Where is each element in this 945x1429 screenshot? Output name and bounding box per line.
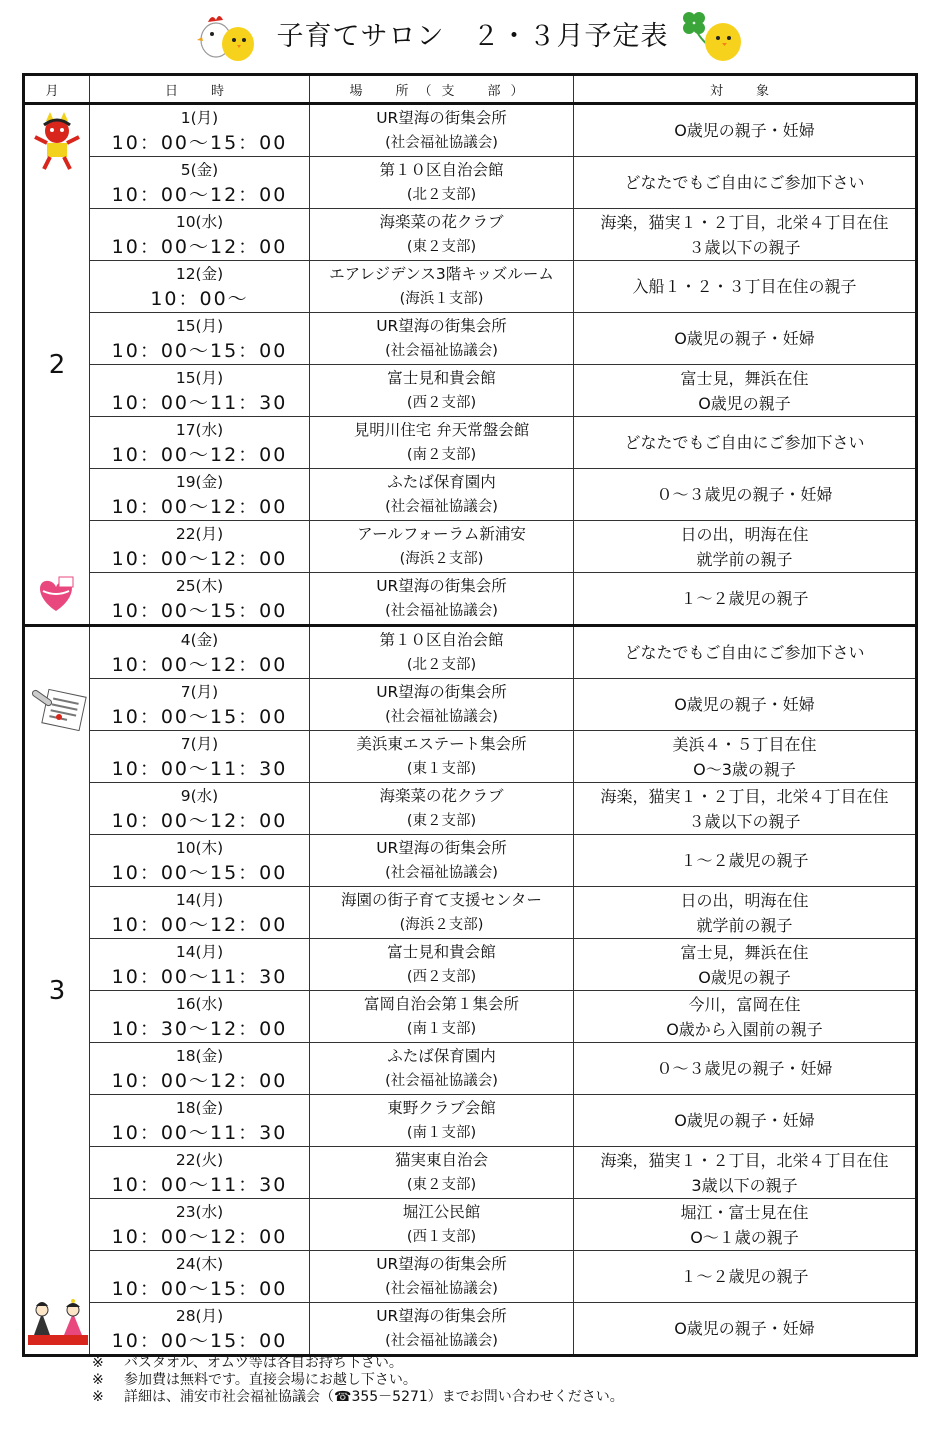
datetime-cell xyxy=(90,261,310,313)
target-cell xyxy=(574,1199,917,1251)
event-date: 12(金) xyxy=(175,264,224,283)
event-branch: (北２支部) xyxy=(406,186,477,203)
event-date: 18(金) xyxy=(175,1098,224,1117)
column-datetime: 日 時 xyxy=(90,75,310,104)
event-target: O歳児の親子・妊婦 xyxy=(674,1319,815,1338)
event-time: 10：00～11：30 xyxy=(111,757,288,780)
place-cell xyxy=(310,313,574,365)
event-date: 18(金) xyxy=(175,1046,224,1065)
event-target: １～２歳児の親子 xyxy=(680,1267,809,1286)
event-time: 10：00～12：00 xyxy=(111,809,288,832)
target-cell xyxy=(574,731,917,783)
event-target: 就学前の親子 xyxy=(696,915,793,935)
event-date: 22(月) xyxy=(175,524,224,543)
place-cell xyxy=(310,261,574,313)
event-target: ０～３歳児の親子・妊婦 xyxy=(656,1059,833,1078)
event-date: 23(水) xyxy=(175,1202,224,1221)
event-date: 17(水) xyxy=(175,420,224,439)
event-target: ３歳以下の親子 xyxy=(688,811,801,831)
event-time: 10：00～12：00 xyxy=(111,1069,288,1092)
footnotes xyxy=(92,1355,624,1406)
event-place: エアレジデンス3階キッズルーム xyxy=(329,264,554,283)
event-target: 日の出，明海在住 xyxy=(680,524,809,544)
datetime-cell xyxy=(90,469,310,521)
event-branch: (南２支部) xyxy=(406,446,477,463)
datetime-cell xyxy=(90,365,310,417)
note-mark: ※ xyxy=(92,1355,104,1371)
place-cell xyxy=(310,209,574,261)
page-title: 子育てサロン ２・３月予定表 xyxy=(276,21,669,52)
schedule-body xyxy=(24,104,917,1356)
event-branch: (北２支部) xyxy=(406,656,477,673)
event-place: 東野クラブ会館 xyxy=(387,1098,496,1117)
place-cell xyxy=(310,887,574,939)
event-date: 16(水) xyxy=(175,994,224,1013)
target-cell xyxy=(574,104,917,157)
event-target: ３歳以下の親子 xyxy=(688,237,801,257)
table-row xyxy=(24,469,917,521)
event-time: 10：00～ xyxy=(150,287,249,310)
month-label: 3 xyxy=(48,975,66,1006)
event-time: 10：00～12：00 xyxy=(111,653,288,676)
table-row xyxy=(24,1147,917,1199)
event-place: UR望海の街集会所 xyxy=(376,838,507,857)
event-branch: (社会福祉協議会) xyxy=(385,602,498,619)
datetime-cell xyxy=(90,417,310,469)
event-date: 7(月) xyxy=(180,682,219,701)
event-branch: (西１支部) xyxy=(406,1228,477,1245)
datetime-cell xyxy=(90,835,310,887)
event-time: 10：00～12：00 xyxy=(111,443,288,466)
event-time: 10：00～11：30 xyxy=(111,1173,288,1196)
event-place: UR望海の街集会所 xyxy=(376,1254,507,1273)
table-row xyxy=(24,1199,917,1251)
event-date: 4(金) xyxy=(180,630,219,649)
target-cell xyxy=(574,157,917,209)
place-cell xyxy=(310,104,574,157)
table-row xyxy=(24,104,917,157)
event-branch: (西２支部) xyxy=(406,968,477,985)
event-time: 10：00～12：00 xyxy=(111,495,288,518)
event-date: 15(月) xyxy=(175,368,224,387)
place-cell xyxy=(310,679,574,731)
datetime-cell xyxy=(90,1147,310,1199)
event-place: 海楽菜の花クラブ xyxy=(379,212,504,231)
event-date: 15(月) xyxy=(175,316,224,335)
month-label: 2 xyxy=(48,349,66,380)
event-branch: (社会福祉協議会) xyxy=(385,1072,498,1089)
event-branch: (社会福祉協議会) xyxy=(385,342,498,359)
column-place: 場 所（支 部） xyxy=(310,75,574,104)
event-place: 美浜東エステート集会所 xyxy=(356,734,527,753)
target-cell xyxy=(574,1303,917,1356)
target-cell xyxy=(574,521,917,573)
event-target: 就学前の親子 xyxy=(696,549,793,569)
event-date: 25(木) xyxy=(175,576,224,595)
place-cell xyxy=(310,365,574,417)
event-target: O歳児の親子 xyxy=(698,393,791,413)
diploma-scroll-icon xyxy=(29,687,87,731)
place-cell xyxy=(310,1199,574,1251)
page-header xyxy=(0,0,945,70)
event-target: １～２歳児の親子 xyxy=(680,851,809,870)
place-cell xyxy=(310,626,574,679)
table-row xyxy=(24,157,917,209)
table-row xyxy=(24,991,917,1043)
event-branch: (社会福祉協議会) xyxy=(385,708,498,725)
event-target: 海楽，猫実１・２丁目，北栄４丁目在住 xyxy=(600,786,889,806)
event-target: O歳児の親子・妊婦 xyxy=(674,695,815,714)
chick-with-clover-icon xyxy=(675,8,745,64)
event-date: 10(木) xyxy=(175,838,224,857)
event-place: 海園の街子育て支援センター xyxy=(341,890,542,909)
note-line xyxy=(92,1389,624,1406)
month-cell xyxy=(24,104,90,626)
event-time: 10：00～11：30 xyxy=(111,391,288,414)
target-cell xyxy=(574,626,917,679)
table-row xyxy=(24,521,917,573)
target-cell xyxy=(574,365,917,417)
event-target: 今川，富岡在住 xyxy=(688,994,801,1014)
place-cell xyxy=(310,573,574,626)
event-place: ふたば保育園内 xyxy=(387,472,496,491)
event-date: 28(月) xyxy=(175,1306,224,1325)
place-cell xyxy=(310,1251,574,1303)
note-text: 詳細は、浦安市社会福祉協議会（☎355－5271）までお問い合わせください。 xyxy=(124,1389,624,1405)
datetime-cell xyxy=(90,209,310,261)
event-target: O歳から入園前の親子 xyxy=(666,1019,823,1039)
event-date: 7(月) xyxy=(180,734,219,753)
decoration xyxy=(30,111,84,178)
oni-demon-icon xyxy=(30,111,84,171)
table-row xyxy=(24,573,917,626)
schedule-table xyxy=(22,73,918,1357)
table-row xyxy=(24,835,917,887)
target-cell xyxy=(574,1251,917,1303)
table-row xyxy=(24,1043,917,1095)
event-branch: (社会福祉協議会) xyxy=(385,498,498,515)
table-row xyxy=(24,679,917,731)
event-target: O～3歳の親子 xyxy=(693,759,796,779)
event-target: 入船１・２・３丁目在住の親子 xyxy=(632,277,857,296)
event-time: 10：00～12：00 xyxy=(111,235,288,258)
event-place: 富士見和貴会館 xyxy=(387,942,496,961)
place-cell xyxy=(310,835,574,887)
event-time: 10：00～15：00 xyxy=(111,339,288,362)
table-row xyxy=(24,1251,917,1303)
event-date: 24(木) xyxy=(175,1254,224,1273)
place-cell xyxy=(310,991,574,1043)
table-row xyxy=(24,783,917,835)
event-target: 富士見，舞浜在住 xyxy=(680,368,809,388)
event-branch: (南１支部) xyxy=(406,1124,477,1141)
event-branch: (西２支部) xyxy=(406,394,477,411)
event-date: 5(金) xyxy=(180,160,219,179)
datetime-cell xyxy=(90,157,310,209)
table-row xyxy=(24,417,917,469)
event-time: 10：00～12：00 xyxy=(111,183,288,206)
event-time: 10：00～15：00 xyxy=(111,705,288,728)
place-cell xyxy=(310,469,574,521)
event-target: ０～３歳児の親子・妊婦 xyxy=(656,485,833,504)
place-cell xyxy=(310,783,574,835)
event-branch: (東２支部) xyxy=(406,238,477,255)
event-time: 10：00～15：00 xyxy=(111,131,288,154)
event-target: O～１歳の親子 xyxy=(690,1227,799,1247)
event-branch: (社会福祉協議会) xyxy=(385,1280,498,1297)
table-row xyxy=(24,261,917,313)
target-cell xyxy=(574,261,917,313)
event-place: UR望海の街集会所 xyxy=(376,316,507,335)
event-target: O歳児の親子 xyxy=(698,967,791,987)
table-row xyxy=(24,313,917,365)
target-cell xyxy=(574,887,917,939)
table-row xyxy=(24,365,917,417)
decoration xyxy=(28,1295,88,1352)
event-place: 見明川住宅 弁天常盤会館 xyxy=(353,420,530,439)
event-place: 第１０区自治会館 xyxy=(379,630,504,649)
datetime-cell xyxy=(90,887,310,939)
datetime-cell xyxy=(90,783,310,835)
event-date: 1(月) xyxy=(180,108,219,127)
event-target: 3歳以下の親子 xyxy=(691,1175,798,1195)
event-branch: (東１支部) xyxy=(406,760,477,777)
datetime-cell xyxy=(90,1043,310,1095)
hina-dolls-icon xyxy=(28,1295,88,1345)
target-cell xyxy=(574,679,917,731)
datetime-cell xyxy=(90,313,310,365)
note-mark: ※ xyxy=(92,1372,104,1388)
event-place: UR望海の街集会所 xyxy=(376,576,507,595)
event-target: 海楽，猫実１・２丁目，北栄４丁目在住 xyxy=(600,212,889,232)
event-target: 海楽，猫実１・２丁目，北栄４丁目在住 xyxy=(600,1150,889,1170)
event-target: 堀江・富士見在住 xyxy=(680,1202,809,1222)
table-header-row xyxy=(24,75,917,104)
datetime-cell xyxy=(90,1199,310,1251)
event-target: １～２歳児の親子 xyxy=(680,589,809,608)
event-place: 堀江公民館 xyxy=(402,1202,481,1221)
place-cell xyxy=(310,731,574,783)
event-branch: (社会福祉協議会) xyxy=(385,864,498,881)
place-cell xyxy=(310,417,574,469)
event-date: 9(水) xyxy=(180,786,219,805)
note-line xyxy=(92,1355,624,1372)
event-time: 10：00～15：00 xyxy=(111,1277,288,1300)
event-date: 19(金) xyxy=(175,472,224,491)
column-target: 対 象 xyxy=(574,75,917,104)
event-branch: (社会福祉協議会) xyxy=(385,1332,498,1349)
datetime-cell xyxy=(90,991,310,1043)
event-place: UR望海の街集会所 xyxy=(376,682,507,701)
event-place: 富士見和貴会館 xyxy=(387,368,496,387)
event-branch: (海浜２支部) xyxy=(399,916,484,933)
event-target: どなたでもご自由にご参加下さい xyxy=(624,433,865,452)
place-cell xyxy=(310,1303,574,1356)
target-cell xyxy=(574,209,917,261)
target-cell xyxy=(574,1043,917,1095)
event-place: 猫実東自治会 xyxy=(394,1150,488,1169)
place-cell xyxy=(310,939,574,991)
event-target: どなたでもご自由にご参加下さい xyxy=(624,643,865,662)
event-place: アールフォーラム新浦安 xyxy=(357,524,526,543)
event-time: 10：00～12：00 xyxy=(111,547,288,570)
target-cell xyxy=(574,417,917,469)
table-row xyxy=(24,887,917,939)
note-mark: ※ xyxy=(92,1389,104,1405)
datetime-cell xyxy=(90,679,310,731)
note-text: 参加費は無料です。直接会場にお越し下さい。 xyxy=(124,1372,417,1388)
event-place: 第１０区自治会館 xyxy=(379,160,504,179)
table-row xyxy=(24,209,917,261)
event-time: 10：00～11：30 xyxy=(111,1121,288,1144)
decoration xyxy=(29,687,87,738)
event-time: 10：00～12：00 xyxy=(111,913,288,936)
datetime-cell xyxy=(90,573,310,626)
table-row xyxy=(24,939,917,991)
place-cell xyxy=(310,521,574,573)
event-date: 14(月) xyxy=(175,890,224,909)
datetime-cell xyxy=(90,1095,310,1147)
note-line xyxy=(92,1372,624,1389)
target-cell xyxy=(574,1095,917,1147)
event-branch: (海浜２支部) xyxy=(399,550,484,567)
event-time: 10：00～12：00 xyxy=(111,1225,288,1248)
event-place: UR望海の街集会所 xyxy=(376,108,507,127)
event-place: 海楽菜の花クラブ xyxy=(379,786,504,805)
table-row xyxy=(24,731,917,783)
event-branch: (東２支部) xyxy=(406,1176,477,1193)
heart-gift-box-icon xyxy=(33,575,79,613)
month-cell xyxy=(24,626,90,1356)
table-row xyxy=(24,626,917,679)
note-text: バスタオル、オムツ等は各自お持ち下さい。 xyxy=(124,1355,403,1371)
event-time: 10：30～12：00 xyxy=(111,1017,288,1040)
event-target: 日の出，明海在住 xyxy=(680,890,809,910)
datetime-cell xyxy=(90,521,310,573)
event-branch: (東２支部) xyxy=(406,812,477,829)
event-target: 富士見，舞浜在住 xyxy=(680,942,809,962)
place-cell xyxy=(310,1147,574,1199)
target-cell xyxy=(574,783,917,835)
event-date: 22(火) xyxy=(175,1150,224,1169)
event-target: O歳児の親子・妊婦 xyxy=(674,121,815,140)
target-cell xyxy=(574,991,917,1043)
datetime-cell xyxy=(90,626,310,679)
target-cell xyxy=(574,835,917,887)
event-target: どなたでもご自由にご参加下さい xyxy=(624,173,865,192)
datetime-cell xyxy=(90,1303,310,1356)
event-target: O歳児の親子・妊婦 xyxy=(674,329,815,348)
target-cell xyxy=(574,469,917,521)
event-place: ふたば保育園内 xyxy=(387,1046,496,1065)
event-date: 10(水) xyxy=(175,212,224,231)
event-time: 10：00～15：00 xyxy=(111,599,288,622)
column-month: 月 xyxy=(24,75,90,104)
event-place: UR望海の街集会所 xyxy=(376,1306,507,1325)
datetime-cell xyxy=(90,731,310,783)
event-time: 10：00～15：00 xyxy=(111,861,288,884)
datetime-cell xyxy=(90,939,310,991)
datetime-cell xyxy=(90,104,310,157)
event-place: 富岡自治会第１集会所 xyxy=(363,994,519,1013)
target-cell xyxy=(574,939,917,991)
target-cell xyxy=(574,313,917,365)
target-cell xyxy=(574,1147,917,1199)
event-date: 14(月) xyxy=(175,942,224,961)
event-time: 10：00～15：00 xyxy=(111,1329,288,1352)
place-cell xyxy=(310,1095,574,1147)
decoration xyxy=(33,575,79,620)
event-branch: (南１支部) xyxy=(406,1020,477,1037)
event-time: 10：00～11：30 xyxy=(111,965,288,988)
event-target: 美浜４・５丁目在住 xyxy=(672,734,817,754)
place-cell xyxy=(310,1043,574,1095)
table-row xyxy=(24,1095,917,1147)
event-target: O歳児の親子・妊婦 xyxy=(674,1111,815,1130)
place-cell xyxy=(310,157,574,209)
table-row xyxy=(24,1303,917,1356)
event-branch: (海浜１支部) xyxy=(399,290,484,307)
event-branch: (社会福祉協議会) xyxy=(385,134,498,151)
target-cell xyxy=(574,573,917,626)
datetime-cell xyxy=(90,1251,310,1303)
